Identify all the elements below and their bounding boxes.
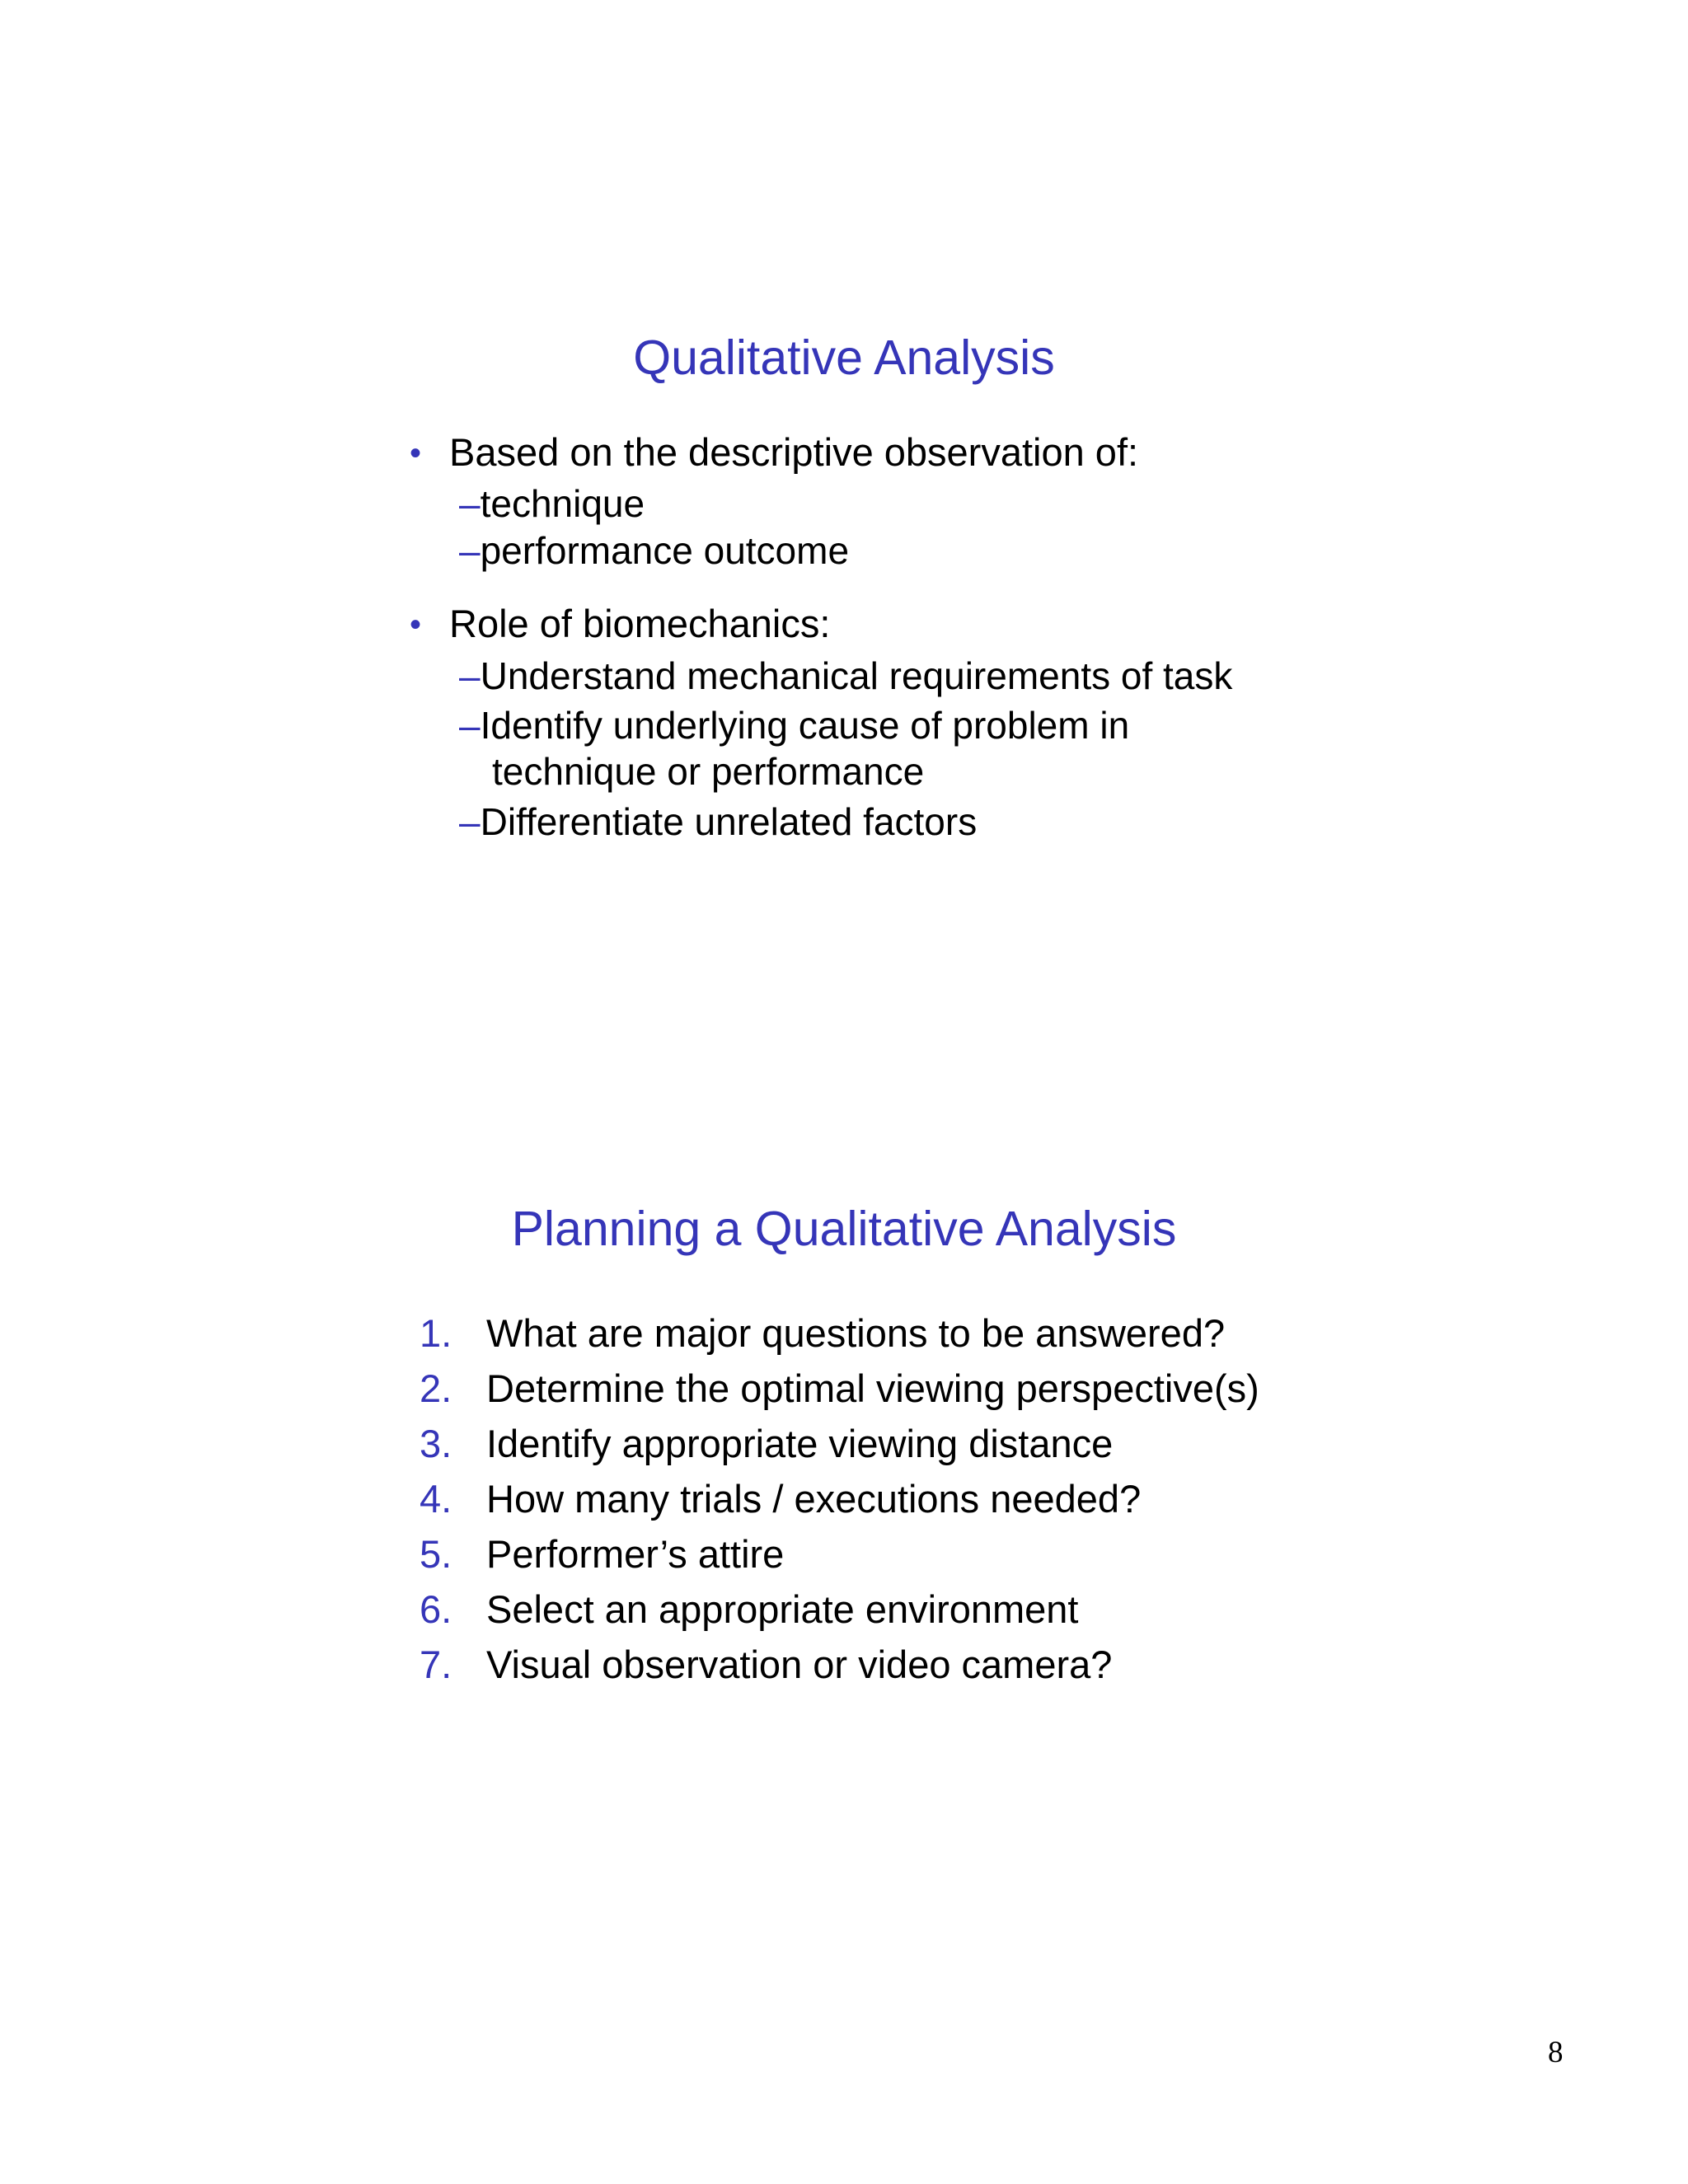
list-item-text: Visual observation or video camera? xyxy=(486,1643,1113,1686)
list-item-number: 5. xyxy=(420,1532,452,1576)
list-item-number: 1. xyxy=(420,1311,452,1355)
list-item-text: How many trials / executions needed? xyxy=(486,1477,1142,1521)
dash-marker: – xyxy=(459,800,481,843)
list-item-number: 2. xyxy=(420,1366,452,1410)
list-item-number: 7. xyxy=(420,1643,452,1686)
list-item-text: Select an appropriate environment xyxy=(486,1587,1079,1631)
sub-bullet-continuation: technique or performance xyxy=(492,750,925,793)
bullet-marker: • xyxy=(410,435,422,471)
list-item-text: Determine the optimal viewing perspective(s) xyxy=(486,1366,1259,1410)
list-item-number: 6. xyxy=(420,1587,452,1631)
dash-marker: – xyxy=(459,482,481,525)
dash-marker: – xyxy=(459,529,481,572)
sub-bullet xyxy=(459,654,1233,697)
page-number: 8 xyxy=(1548,2036,1564,2069)
bullet-text: Based on the descriptive observation of: xyxy=(449,430,1139,474)
list-item-text: Identify appropriate viewing distance xyxy=(486,1422,1114,1465)
sub-bullet xyxy=(459,704,1130,747)
list-item-number: 4. xyxy=(420,1477,452,1521)
slide1-title: Qualitative Analysis xyxy=(633,330,1055,385)
sub-bullet xyxy=(459,529,850,572)
dash-marker: – xyxy=(459,704,481,747)
slide2-title: Planning a Qualitative Analysis xyxy=(511,1202,1177,1256)
list-item-text: What are major questions to be answered? xyxy=(486,1311,1226,1355)
sub-bullet xyxy=(459,482,645,525)
bullet-text: Role of biomechanics: xyxy=(449,602,831,645)
list-item-text: Performer’s attire xyxy=(486,1532,785,1576)
sub-bullet-text: technique xyxy=(480,482,645,525)
sub-bullet-text: Understand mechanical requirements of task xyxy=(480,654,1233,697)
dash-marker: – xyxy=(459,654,481,697)
sub-bullet-text: Identify underlying cause of problem in xyxy=(480,704,1130,747)
sub-bullet-text: Differentiate unrelated factors xyxy=(480,800,978,843)
list-item-number: 3. xyxy=(420,1422,452,1465)
bullet-marker: • xyxy=(410,607,422,643)
sub-bullet xyxy=(459,800,978,843)
sub-bullet-text: performance outcome xyxy=(480,529,850,572)
